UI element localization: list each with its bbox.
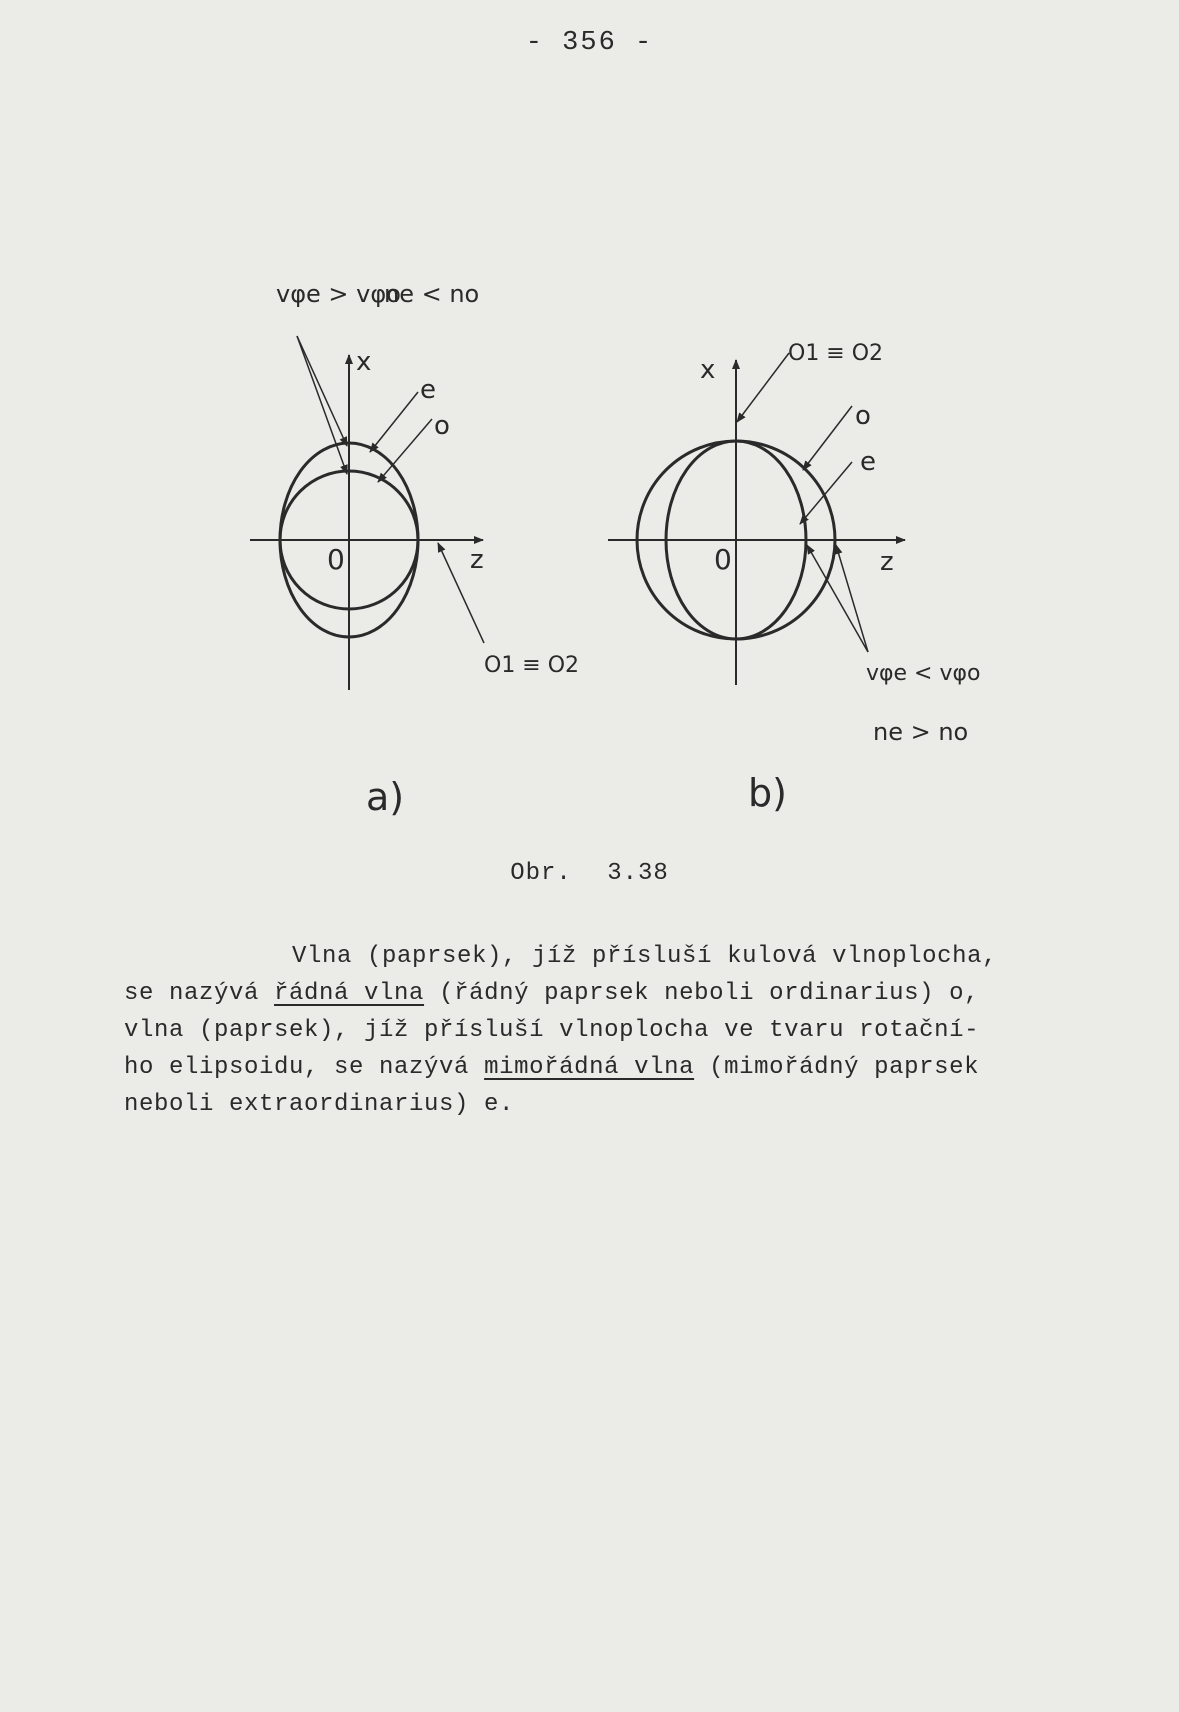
- paragraph-line-4-end: (mimořádný paprsek: [694, 1054, 980, 1081]
- panel-b-axis-z-label: z: [880, 547, 894, 577]
- paragraph-line-4-start: ho elipsoidu, se nazývá: [124, 1054, 485, 1081]
- panel-a-note-velocity: vφe > vφo: [276, 280, 401, 308]
- panel-b-pointer-o1o2: [737, 353, 789, 422]
- panel-b-label-e: e: [860, 447, 876, 477]
- panel-a-pointer-v1: [297, 336, 347, 446]
- term-radna-vlna: řádná vlna: [274, 980, 425, 1007]
- panel-a-pointer-o: [378, 419, 432, 482]
- panel-a-axis-z-label: z: [470, 545, 484, 575]
- figure-3-38: [0, 0, 1179, 840]
- paragraph-line-2-start: se nazývá: [124, 980, 275, 1007]
- panel-b-velocity-note: vφe < vφo: [866, 661, 981, 686]
- panel-a-label-e: e: [420, 375, 436, 405]
- figure-caption-label: Obr.: [510, 860, 572, 887]
- paragraph-line-3: vlna (paprsek), jíž přísluší vlnoplocha ve tvaru rotační-: [124, 1017, 980, 1044]
- panel-b-origin-label: 0: [714, 543, 732, 576]
- body-paragraph: [124, 938, 1099, 1123]
- paragraph-line-2: [124, 975, 1099, 1012]
- panel-a-axis-x-label: x: [356, 347, 372, 377]
- panel-b-index-note: ne > no: [873, 718, 969, 746]
- panel-a-origin-label: 0: [327, 543, 345, 576]
- paragraph-line-1: Vlna (paprsek), jíž přísluší kulová vlnoplocha,: [292, 943, 998, 970]
- panel-b-axis-x-label: x: [700, 355, 716, 385]
- panel-b-pointer-v2: [836, 545, 868, 652]
- panel-a-pointer-v2: [297, 336, 347, 474]
- figure-caption: [0, 860, 1179, 887]
- panel-b-intersection-label: O1 ≡ O2: [788, 341, 884, 366]
- panel-a-caption: a): [366, 775, 405, 819]
- figure-caption-number: 3.38: [607, 860, 669, 887]
- paragraph-line-5: neboli extraordinarius) e.: [124, 1091, 515, 1118]
- panel-a-note-index: ne < no: [384, 280, 480, 308]
- page-number: - 356 -: [525, 28, 654, 58]
- paragraph-line-4: [124, 1049, 1099, 1086]
- term-mimoradna-vlna: mimořádná vlna: [484, 1054, 695, 1081]
- panel-a-label-o: o: [434, 411, 450, 441]
- panel-a-intersection-label: O1 ≡ O2: [484, 653, 580, 678]
- panel-b-pointer-o: [803, 406, 852, 470]
- panel-b-caption: b): [748, 771, 787, 815]
- panel-a: [250, 336, 484, 690]
- paragraph-line-2-end: (řádný paprsek neboli ordinarius) o,: [424, 980, 980, 1007]
- panel-b-label-o: o: [855, 401, 871, 431]
